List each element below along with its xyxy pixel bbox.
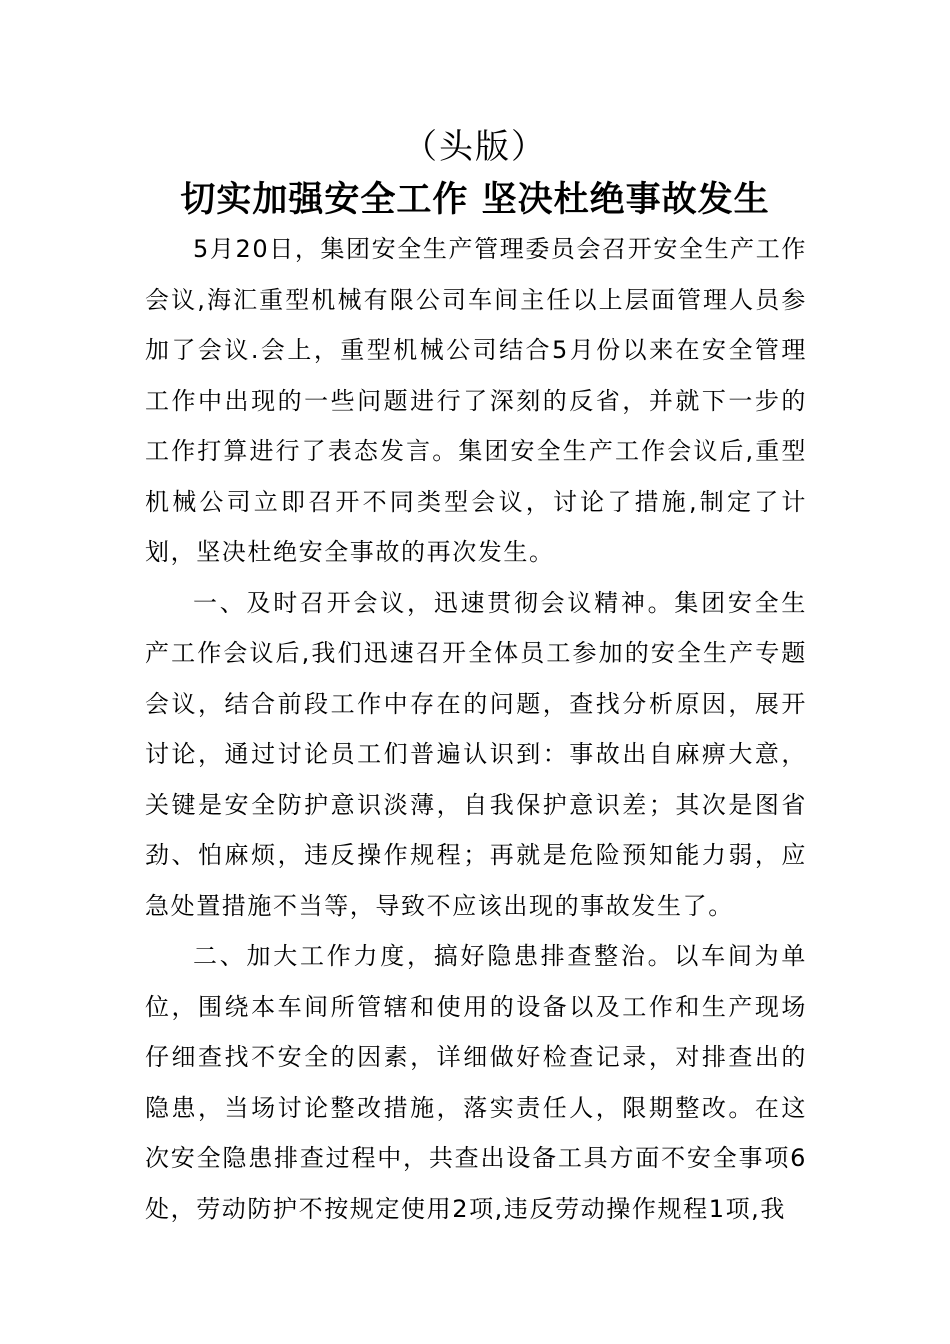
article-headline: 切实加强安全工作 坚决杜绝事故发生 bbox=[180, 180, 770, 220]
paragraph-intro: 5月20日，集团安全生产管理委员会召开安全生产工作会议,海汇重型机械有限公司车间主任以上层面管理人员参加了会议.会上，重型机械公司结合5月份以来在安全管理工作中出现的一些问题进行了深刻的反省，并就下一步的工作打算进行了表态发言。集团安全生产工作会议后,重型机械公司立即召开不同类型会议，讨论了措施,制定了计划，坚决杜绝安全事故的再次发生。 bbox=[145, 235, 807, 566]
article-body bbox=[145, 224, 807, 1234]
paragraph-point-two: 二、加大工作力度，搞好隐患排查整治。以车间为单位，围绕本车间所管辖和使用的设备以及工作和生产现场仔细查找不安全的因素，详细做好检查记录，对排查出的隐患，当场讨论整改措施，落实责任人，限期整改。在这次安全隐患排查过程中，共查出设备工具方面不安全事项6处，劳动防护不按规定使用2项,违反劳动操作规程1项,我 bbox=[145, 942, 807, 1223]
section-label: （头版） bbox=[403, 127, 547, 167]
paragraph-point-one: 一、及时召开会议，迅速贯彻会议精神。集团安全生产工作会议后,我们迅速召开全体员工参加的安全生产专题会议，结合前段工作中存在的问题，查找分析原因，展开讨论，通过讨论员工们普遍认识到：事故出自麻痹大意，关键是安全防护意识淡薄，自我保护意识差；其次是图省劲、怕麻烦，违反操作规程；再就是危险预知能力弱，应急处置措施不当等，导致不应该出现的事故发生了。 bbox=[145, 588, 807, 920]
